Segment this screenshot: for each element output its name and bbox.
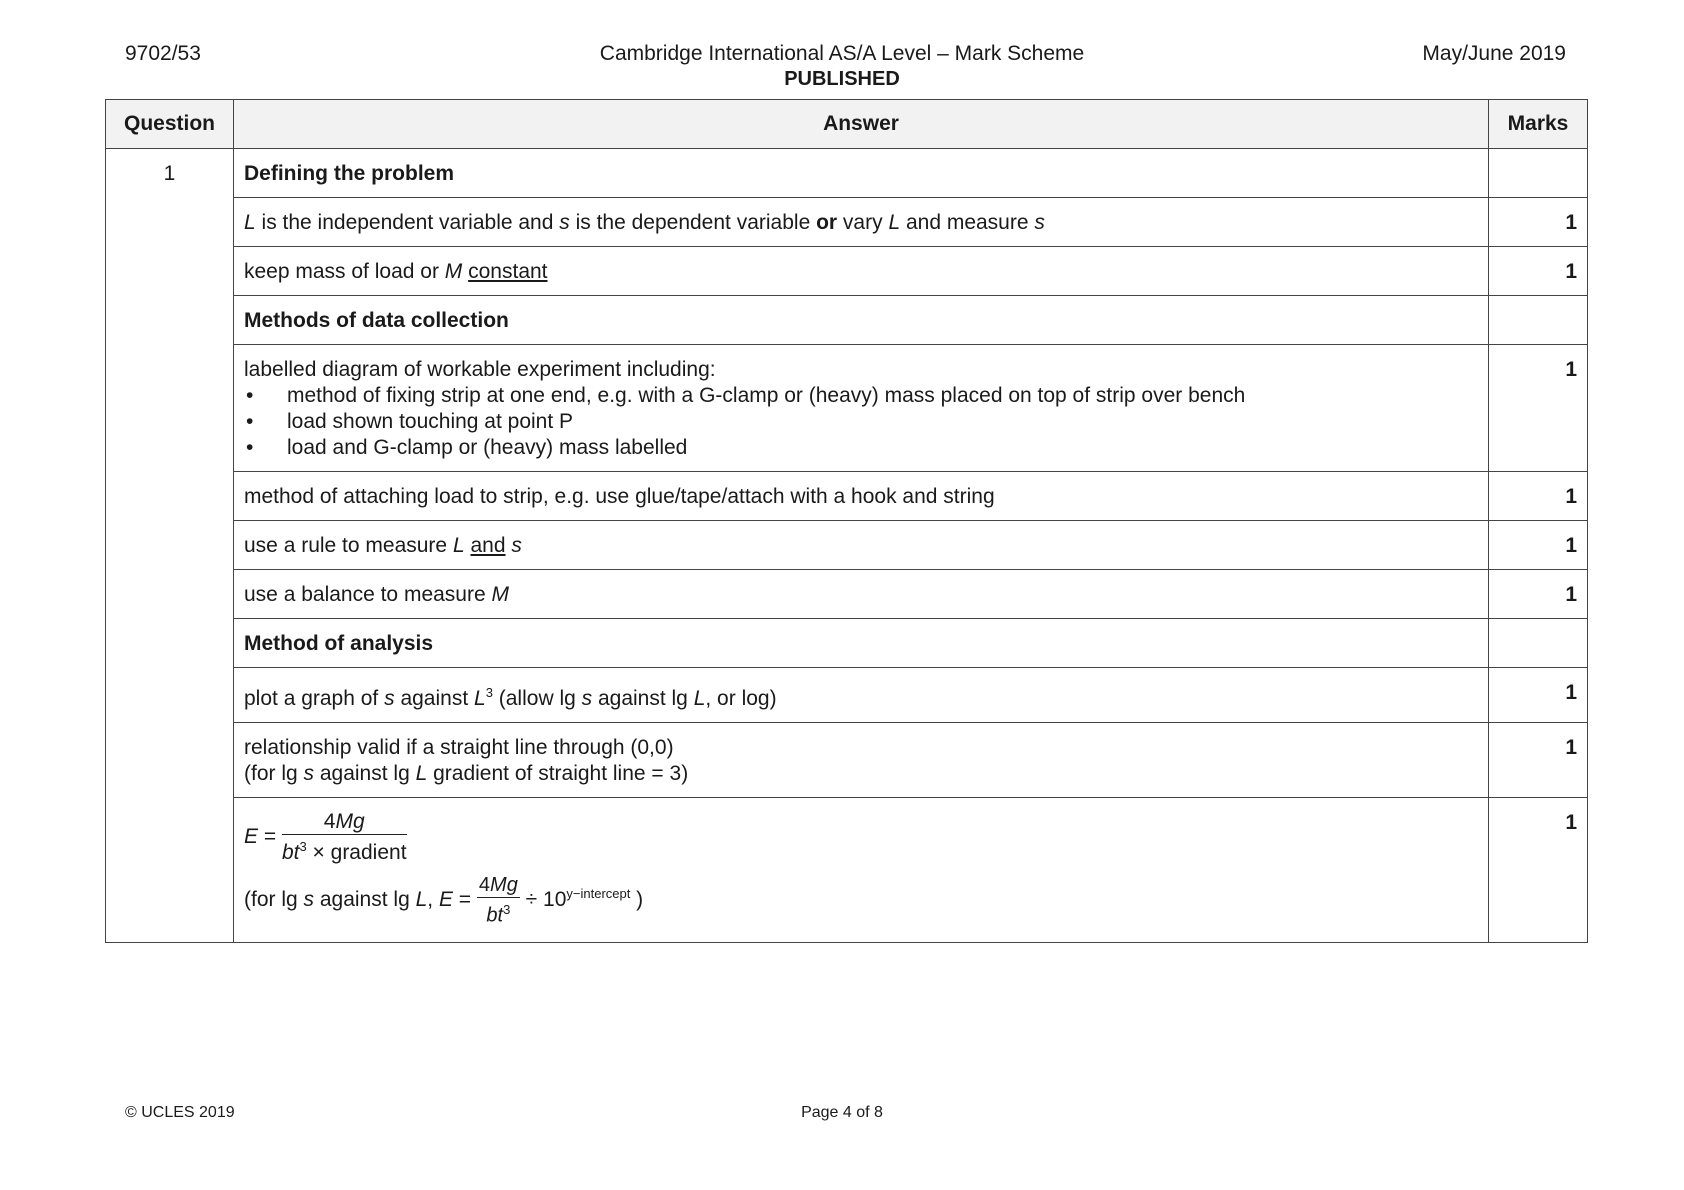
table-row — [106, 345, 1588, 472]
answer-cell: L is the independent variable and s is the dependent variable or vary L and measure s — [234, 198, 1489, 247]
mark-cell: 1 — [1489, 521, 1588, 570]
mark-cell: 1 — [1489, 668, 1588, 723]
answer-intro: labelled diagram of workable experiment including: — [244, 358, 716, 381]
paper-code: 9702/53 — [125, 42, 201, 65]
mark-cell: 1 — [1489, 570, 1588, 619]
table-header-row — [106, 100, 1588, 149]
list-item: • method of fixing strip at one end, e.g. with a G-clamp or (heavy) mass placed on top of strip over bench — [244, 383, 1478, 409]
table-row — [106, 247, 1588, 296]
answer-cell: use a balance to measure M — [234, 570, 1489, 619]
table-row — [106, 149, 1588, 198]
fraction: $\frac{4Mg}{bt^3 \times gradient}$ — [281, 810, 407, 864]
published-label: PUBLISHED — [784, 68, 900, 90]
mark-cell: 1 — [1489, 345, 1588, 472]
table-row — [106, 619, 1588, 668]
mark-cell — [1489, 296, 1588, 345]
formula-E-log: (for lg s against lg L, E = $\frac{4Mg}{bt^3}$ ÷ $10^{y-intercept}$ ) — [244, 874, 644, 927]
answer-cell — [234, 798, 1489, 943]
fraction: $\frac{4Mg}{bt^3}$ — [478, 874, 518, 927]
page-number: Page 4 of 8 — [801, 1104, 883, 1121]
copyright-notice: © UCLES 2019 — [125, 1104, 235, 1121]
table-row — [106, 296, 1588, 345]
table-row — [106, 472, 1588, 521]
mark-cell: 1 — [1489, 198, 1588, 247]
document-title: Cambridge International AS/A Level – Mark Scheme — [599, 42, 1085, 65]
answer-cell — [234, 345, 1489, 472]
answer-cell: keep mass of load or M constant — [234, 247, 1489, 296]
section-heading: Methods of data collection — [234, 296, 1489, 345]
mark-cell — [1489, 149, 1588, 198]
marks-column-header: Marks — [1489, 100, 1588, 149]
mark-cell: 1 — [1489, 472, 1588, 521]
answer-cell: relationship valid if a straight line through (0,0) (for lg s against lg L gradient of straight line = 3) — [234, 723, 1489, 798]
formula-E: E = $\frac{4Mg}{bt^3 \times gradient}$ — [244, 810, 407, 864]
bullet-list — [244, 383, 1478, 461]
mark-scheme-table — [105, 99, 1588, 943]
table-row — [106, 570, 1588, 619]
exam-session: May/June 2019 — [1422, 42, 1566, 65]
answer-column-header: Answer — [234, 100, 1489, 149]
mark-cell: 1 — [1489, 723, 1588, 798]
table-row — [106, 521, 1588, 570]
mark-cell: 1 — [1489, 798, 1588, 943]
mark-cell: 1 — [1489, 247, 1588, 296]
list-item: • load and G-clamp or (heavy) mass labelled — [244, 435, 1478, 461]
question-number: 1 — [106, 149, 234, 943]
question-column-header: Question — [106, 100, 234, 149]
table-row — [106, 723, 1588, 798]
list-item: • load shown touching at point P — [244, 409, 1478, 435]
table-row — [106, 798, 1588, 943]
table-row — [106, 198, 1588, 247]
table-row — [106, 668, 1588, 723]
mark-cell — [1489, 619, 1588, 668]
section-heading: Method of analysis — [234, 619, 1489, 668]
answer-cell: method of attaching load to strip, e.g. use glue/tape/attach with a hook and string — [234, 472, 1489, 521]
section-heading: Defining the problem — [234, 149, 1489, 198]
answer-cell: use a rule to measure L and s — [234, 521, 1489, 570]
answer-cell: plot a graph of s against $L^3$ (allow lg s against lg L, or log) — [234, 668, 1489, 723]
